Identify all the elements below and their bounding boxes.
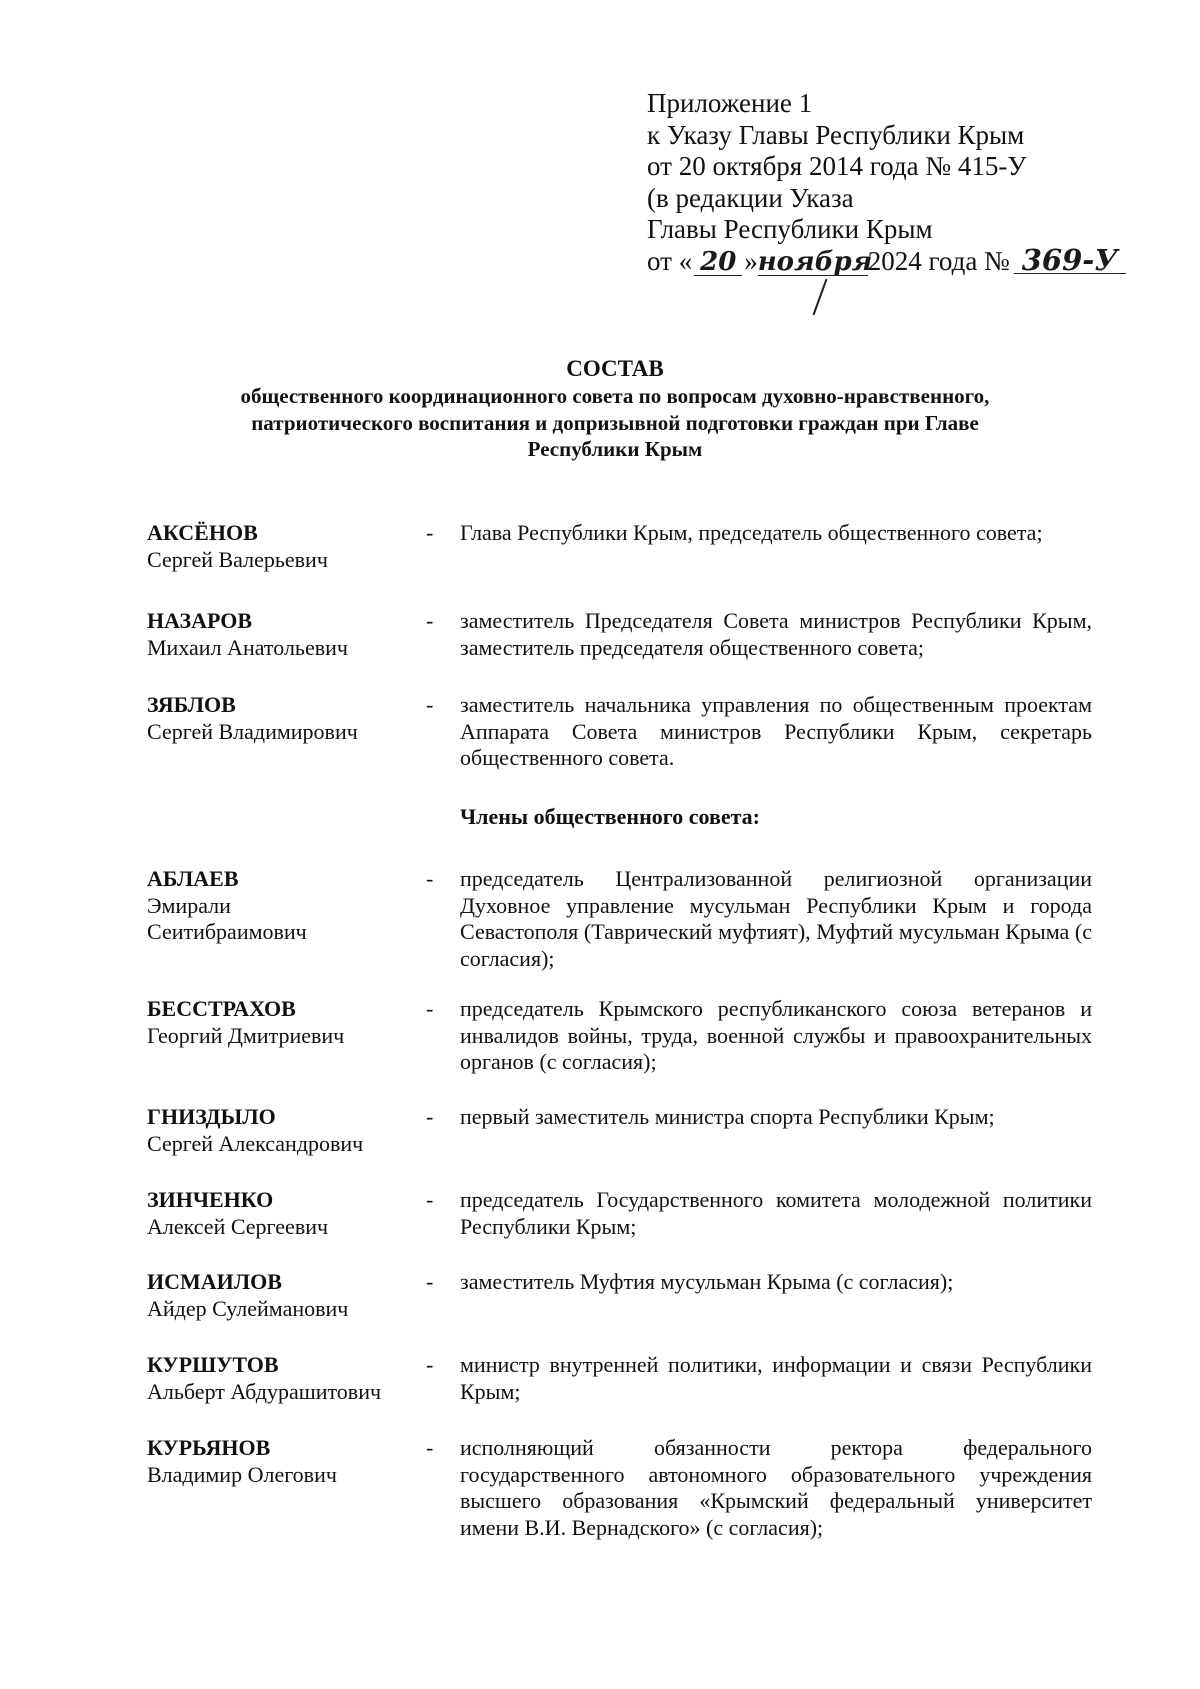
- title-sub-line-2: патриотического воспитания и допризывной подготовки граждан при Главе: [251, 410, 979, 435]
- member-surname: ИСМАИЛОВ: [147, 1269, 282, 1294]
- entry-dash: -: [426, 1187, 434, 1212]
- member-position: заместитель Муфтия мусульман Крыма (с согласия);: [460, 1269, 954, 1294]
- member-position: Глава Республики Крым, председатель общественного совета;: [460, 520, 1043, 545]
- member-given-name: Георгий Дмитриевич: [147, 1022, 345, 1048]
- member-surname: КУРШУТОВ: [147, 1352, 279, 1377]
- member-name: [147, 1104, 363, 1157]
- entry-dash: -: [426, 608, 434, 633]
- document-title: [130, 355, 1100, 463]
- member-patronymic: Сеитибраимович: [147, 919, 307, 944]
- entry-dash: -: [426, 1435, 434, 1460]
- member-given-name: Алексей Сергеевич: [147, 1213, 329, 1239]
- member-given-name: Айдер Сулейманович: [147, 1295, 349, 1321]
- member-position: заместитель начальника управления по общественным проектам Аппарата Совета министров Республики Крым, секретарь общественного совета.: [460, 692, 1092, 770]
- entry-dash: -: [426, 866, 434, 891]
- member-surname: БЕССТРАХОВ: [147, 996, 296, 1021]
- member-position: первый заместитель министра спорта Республики Крым;: [460, 1104, 995, 1129]
- title-sub-line-1: общественного координационного совета по вопросам духовно-нравственного,: [240, 384, 990, 408]
- entry-dash: -: [426, 692, 434, 717]
- member-name: [147, 520, 328, 573]
- title-main: СОСТАВ: [566, 356, 664, 381]
- year-text: 2024 года №: [867, 245, 1010, 276]
- member-position: заместитель Председателя Совета министров Республики Крым, заместитель председателя общественного совета;: [460, 608, 1092, 660]
- decree-date-line: [647, 242, 1126, 278]
- handwritten-month: ноября: [757, 246, 873, 277]
- member-name: [147, 608, 348, 661]
- member-name: [147, 1352, 381, 1405]
- member-name: [147, 1187, 328, 1240]
- appendix-header: [647, 88, 1126, 277]
- members-heading: Члены общественного совета:: [460, 804, 760, 829]
- member-given-name: Сергей Валерьевич: [147, 546, 328, 572]
- date-prefix: от «: [647, 245, 693, 276]
- member-name: [147, 866, 307, 946]
- member-name: [147, 1435, 337, 1488]
- member-surname: ГНИЗДЫЛО: [147, 1104, 276, 1129]
- member-surname: НАЗАРОВ: [147, 608, 253, 633]
- member-given-name: Альберт Абдурашитович: [147, 1378, 382, 1404]
- entry-dash: -: [426, 520, 434, 545]
- member-given-name: Михаил Анатольевич: [147, 634, 348, 660]
- member-given-name: Эмирали: [147, 892, 231, 918]
- pen-stroke: [813, 278, 828, 314]
- member-position: министр внутренней политики, информации и связи Республики Крым;: [460, 1352, 1092, 1404]
- appendix-line-3: от 20 октября 2014 года № 415-У: [647, 151, 1027, 181]
- member-name: [147, 996, 344, 1049]
- title-sub-line-3: Республики Крым: [527, 437, 703, 461]
- entry-dash: -: [426, 1352, 434, 1377]
- member-surname: АБЛАЕВ: [147, 866, 239, 891]
- member-position: председатель Государственного комитета молодежной политики Республики Крым;: [460, 1187, 1092, 1239]
- entry-dash: -: [426, 1104, 434, 1129]
- appendix-line-1: Приложение 1: [647, 88, 813, 118]
- member-name: [147, 692, 358, 745]
- entry-dash: -: [426, 996, 434, 1021]
- member-position: председатель Крымского республиканского союза ветеранов и инвалидов войны, труда, военной службы и правоохранительных органов (с согласия);: [460, 996, 1092, 1074]
- member-surname: ЗЯБЛОВ: [147, 692, 236, 717]
- date-quote-close: »: [744, 245, 758, 276]
- member-surname: ЗИНЧЕНКО: [147, 1187, 274, 1212]
- member-given-name: Сергей Александрович: [147, 1130, 364, 1156]
- member-surname: АКСЁНОВ: [147, 520, 258, 545]
- member-surname: КУРЬЯНОВ: [147, 1435, 271, 1460]
- entry-dash: -: [426, 1269, 434, 1294]
- member-given-name: Владимир Олегович: [147, 1461, 337, 1487]
- handwritten-number: 369-У: [1014, 247, 1126, 274]
- handwritten-day: 20: [694, 249, 742, 276]
- member-position: председатель Централизованной религиозной организации Духовное управление мусульман Республики Крым и города Севастополя (Таврический муфтият), Муфтий мусульман Крыма (с согласия);: [460, 866, 1092, 971]
- member-position: исполняющий обязанности ректора федерального государственного автономного образовательного учреждения высшего образования «Крымский федеральный университет имени В.И. Вернадского» (с согласия);: [460, 1435, 1092, 1540]
- member-name: [147, 1269, 348, 1322]
- appendix-line-4: (в редакции Указа: [647, 182, 854, 213]
- member-given-name: Сергей Владимирович: [147, 718, 358, 744]
- appendix-line-5: Главы Республики Крым: [647, 214, 933, 244]
- appendix-line-2: к Указу Главы Республики Крым: [647, 119, 1025, 150]
